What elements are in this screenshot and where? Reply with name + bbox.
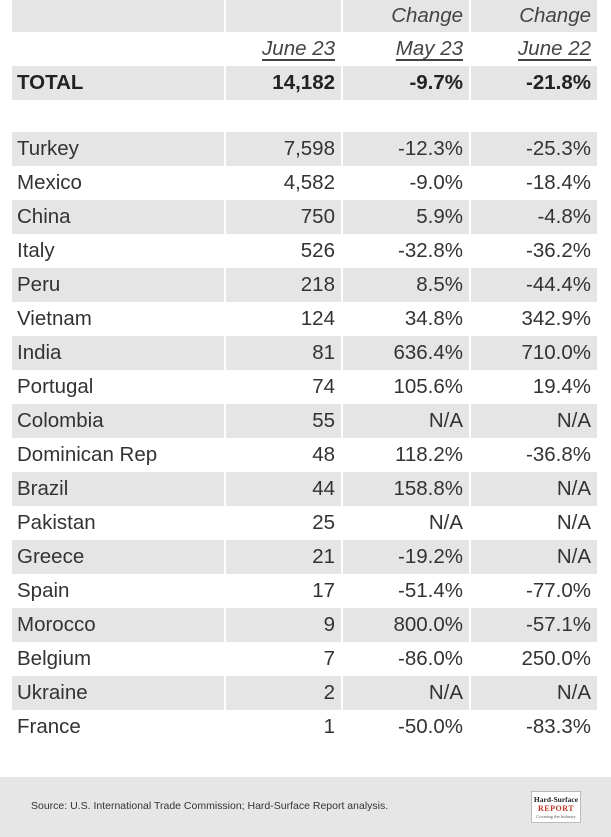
change-mom-cell: N/A [341,676,469,710]
table-row [12,642,597,676]
value-cell: 48 [224,438,341,472]
value-cell: 2 [224,676,341,710]
change-yoy-cell: 250.0% [469,642,597,676]
country-cell: Ukraine [12,676,224,710]
change-mom-cell: -12.3% [341,132,469,166]
value-cell: 9 [224,608,341,642]
table-row [12,540,597,574]
total-change-mom: -9.7% [341,66,469,100]
change-yoy-cell: N/A [469,404,597,438]
table-row [12,302,597,336]
header-row-1 [12,0,597,32]
change-yoy-cell: -18.4% [469,166,597,200]
header-change-yoy: Change [469,0,597,32]
change-mom-cell: 800.0% [341,608,469,642]
table-row [12,608,597,642]
country-cell: Turkey [12,132,224,166]
table-row [12,336,597,370]
change-yoy-cell: N/A [469,540,597,574]
change-yoy-cell: -25.3% [469,132,597,166]
spacer-cell [341,100,469,132]
table-row [12,472,597,506]
value-cell: 7,598 [224,132,341,166]
hard-surface-report-logo [531,791,581,823]
country-cell: Peru [12,268,224,302]
value-cell: 750 [224,200,341,234]
change-yoy-cell: -36.8% [469,438,597,472]
source-note: Source: U.S. International Trade Commission; Hard-Surface Report analysis. [31,800,389,812]
change-yoy-cell: -36.2% [469,234,597,268]
total-row [12,66,597,100]
value-cell: 81 [224,336,341,370]
logo-line-1: Hard-Surface [533,795,579,804]
change-mom-cell: 5.9% [341,200,469,234]
country-cell: Italy [17,239,55,262]
change-mom-cell: -51.4% [341,574,469,608]
footer [0,777,611,837]
change-mom-cell: N/A [341,404,469,438]
header-cell [224,32,341,66]
table-row [12,676,597,710]
change-mom-cell: -32.8% [341,234,469,268]
country-cell: Vietnam [17,307,92,330]
country-cell: Dominican Rep [17,443,158,466]
country-cell: Colombia [12,404,224,438]
header-cell [224,0,341,32]
header-june-22: June 22 [518,37,591,60]
value-cell: 7 [224,642,341,676]
value-cell: 4,582 [224,166,341,200]
change-mom-cell: -9.0% [341,166,469,200]
header-cell [12,0,224,32]
header-may-23: May 23 [395,37,463,60]
table-row [12,438,597,472]
change-mom-cell: 636.4% [341,336,469,370]
country-cell: France [17,715,81,738]
table-row [12,132,597,166]
value-cell: 218 [224,268,341,302]
change-yoy-cell: N/A [469,506,597,540]
change-yoy-cell: N/A [469,472,597,506]
value-cell: 74 [224,370,341,404]
country-cell: Pakistan [17,511,96,534]
country-cell: China [12,200,224,234]
value-cell: 17 [224,574,341,608]
change-yoy-cell: -77.0% [469,574,597,608]
country-cell: Portugal [17,375,94,398]
value-cell: 1 [224,710,341,744]
change-mom-cell: 34.8% [341,302,469,336]
table-row [12,166,597,200]
table-row [12,268,597,302]
table-row [12,234,597,268]
change-yoy-cell: N/A [469,676,597,710]
country-cell: Brazil [12,472,224,506]
change-mom-cell: 158.8% [341,472,469,506]
data-table [12,0,597,744]
total-value: 14,182 [224,66,341,100]
value-cell: 55 [224,404,341,438]
change-mom-cell: 118.2% [341,438,469,472]
table-row [12,370,597,404]
change-yoy-cell: -83.3% [469,710,597,744]
value-cell: 44 [224,472,341,506]
change-mom-cell: -19.2% [341,540,469,574]
header-cell [341,32,469,66]
table-row [12,404,597,438]
change-yoy-cell: 710.0% [469,336,597,370]
table-row [12,574,597,608]
change-mom-cell: 105.6% [341,370,469,404]
change-yoy-cell: 19.4% [469,370,597,404]
value-cell: 21 [224,540,341,574]
value-cell: 25 [224,506,341,540]
spacer-cell [12,100,224,132]
change-yoy-cell: -57.1% [469,608,597,642]
change-mom-cell: N/A [341,506,469,540]
country-cell: Mexico [17,171,82,194]
total-change-yoy: -21.8% [469,66,597,100]
value-cell: 526 [224,234,341,268]
country-cell: India [12,336,224,370]
country-cell: Belgium [17,647,92,670]
spacer-cell [469,100,597,132]
change-yoy-cell: -4.8% [469,200,597,234]
spacer-cell [224,100,341,132]
header-cell [12,32,224,66]
country-cell: Spain [17,579,70,602]
logo-line-2: REPORT [537,804,575,813]
change-mom-cell: -86.0% [341,642,469,676]
header-cell [469,32,597,66]
country-cell: Morocco [12,608,224,642]
header-row-2 [12,32,597,66]
spacer-row [12,100,597,132]
header-change-mom: Change [341,0,469,32]
change-mom-cell: 8.5% [341,268,469,302]
logo-line-3: Covering the Industry [536,814,576,819]
country-cell: Greece [12,540,224,574]
total-label: TOTAL [12,66,224,100]
value-cell: 124 [224,302,341,336]
table-row [12,710,597,744]
header-june-23: June 23 [262,37,335,60]
table-row [12,200,597,234]
table-row [12,506,597,540]
change-yoy-cell: -44.4% [469,268,597,302]
change-yoy-cell: 342.9% [469,302,597,336]
change-mom-cell: -50.0% [341,710,469,744]
